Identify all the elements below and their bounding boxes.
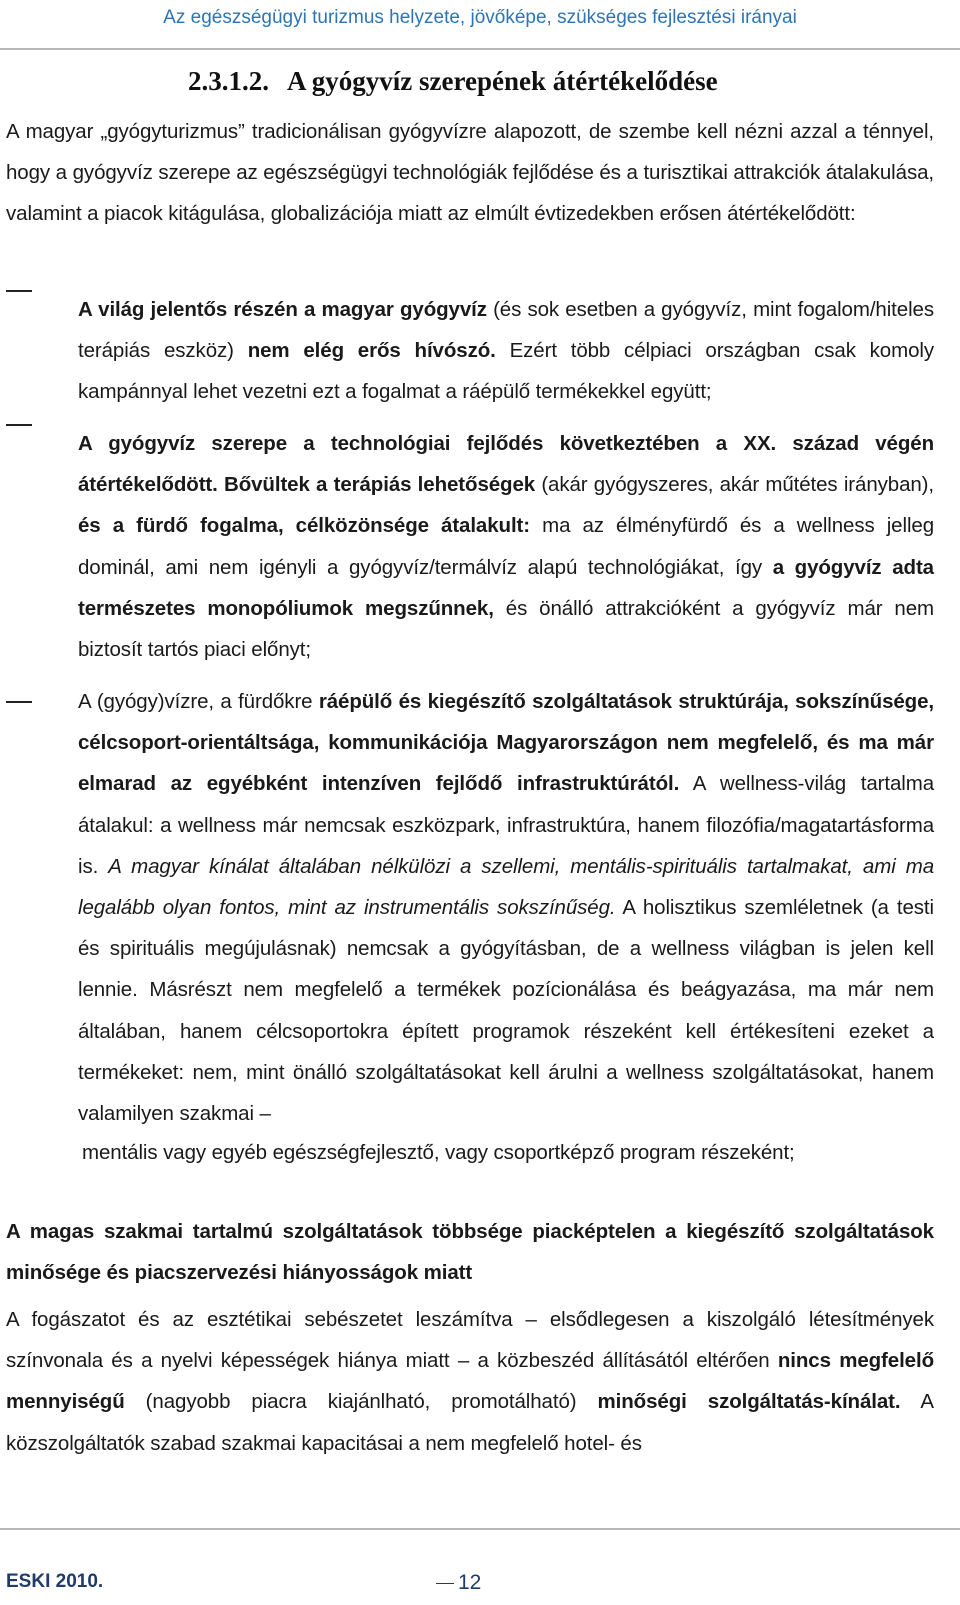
text-run: A (gyógy)vízre, a fürdőkre [78, 690, 319, 713]
page-number-dash [436, 1583, 454, 1585]
bold-text-run: és a fürdő fogalma, célközönsége átalakult: [78, 514, 531, 538]
intro-paragraph: A magyar „gyógyturizmus” tradicionálisan gyógyvízre alapozott, de szembe kell nézni azzal a ténnyel, hogy a gyógyvíz szerepe az egészségügyi technológiák fejlődése és a turisztikai attrakciók átalakulása, valamint a piacok kitágulása, globalizációja miatt az elmúlt évtizedekben erősen átértékelődött: [6, 120, 934, 226]
text-run: (és sok esetben a gyógyvíz, mint fogalom/hiteles terápiás eszköz) [78, 298, 934, 363]
subheading: A magas szakmai tartalmú szolgáltatások többsége piacképtelen a kiegészítő szolgáltatások minősége és piacszervezési hiányosságok miatt [6, 1220, 934, 1285]
text-run: (akár gyógyszeres, akár műtétes irányban), [535, 473, 934, 497]
text-run: A holisztikus szemléletnek (a testi és spirituális megújulásnak) nemcsak a gyógyításban, de a wellness világban is jelen kell lennie. Másrészt nem megfelelő a termékek pozícionálása és beágyazása, ma már nem általában, hanem célcsoportokra épített programok részeként kell értékesíteni ezeket a termékeket: nem, mint önálló szolgáltatásokat kell árulni a wellness szolgáltatásokat, hanem valamilyen szakmai – [78, 896, 934, 1126]
page-footer [0, 1528, 960, 1605]
italic-text-run: A magyar kínálat általában nélkülözi a szellemi, mentális-spirituális tartalmakat, ami ma legalább olyan fontos, mint az instrumentális sokszínűség. [78, 854, 934, 920]
running-header-title: Az egészségügyi turizmus helyzete, jövőképe, szükséges fejlesztési irányai [163, 7, 797, 28]
text-run: A wellness-világ tartalma átalakul: a wellness már nemcsak eszközpark, infrastruktúra, hanem filozófia/magatartásforma is. [78, 772, 934, 878]
bold-text-run: a gyógyvíz adta természetes monopóliumok megszűnnek, [78, 555, 934, 620]
text-run: és önálló attrakcióként a gyógyvíz már nem biztosít tartós piaci előnyt; [78, 596, 935, 662]
footer-rule [0, 1528, 960, 1530]
running-header [0, 0, 960, 50]
bold-text-run: A gyógyvíz szerepe a technológiai fejlődés következtében a XX. század végén átértékelődött. Bővültek a terápiás lehetőségek [78, 432, 934, 497]
footer-label: ESKI 2010. [6, 1571, 104, 1592]
section-title [188, 66, 718, 97]
dash-bullet-marker [6, 424, 32, 426]
text-run: A közszolgáltatók szabad szakmai kapacitásai a nem megfelelő hotel- és [6, 1390, 934, 1455]
bold-text-run: A világ jelentős részén a magyar gyógyvíz [78, 298, 487, 321]
section-heading: A gyógyvíz szerepének átértékelődése [287, 66, 718, 96]
bullet-item [78, 289, 934, 413]
bullet-item [78, 681, 934, 1134]
dash-bullet-marker [6, 701, 32, 703]
page-number-value: 12 [458, 1571, 482, 1594]
dash-bullet-marker [6, 290, 32, 292]
text-run: (nagyobb piacra kiajánlható, promotálható) [124, 1390, 598, 1414]
closing-paragraph [6, 1299, 934, 1464]
text-run: ma az élményfürdő és a wellness jelleg dominál, ami nem igényli a gyógyvíz/termálvíz alapú technológiákat, így [78, 514, 934, 579]
bullet-item [78, 423, 934, 670]
bold-text-run: nem elég erős hívószó. [247, 339, 496, 363]
text-run: Ezért több célpiaci országban csak komoly kampánnyal lehet vezetni ezt a fogalmat a ráépülő termékekkel együtt; [78, 339, 934, 404]
bold-text-run: nincs megfelelő mennyiségű [6, 1349, 934, 1414]
section-number: 2.3.1.2. [188, 66, 269, 96]
bold-text-run: ráépülő és kiegészítő szolgáltatások struktúrája, sokszínűsége, célcsoport-orientáltsága, kommunikációja Magyarországon nem megfelelő, és ma már elmarad az egyébként intenzíven fejlődő infrastruktúrától. [78, 690, 934, 796]
bold-text-run: minőségi szolgáltatás-kínálat. [597, 1390, 901, 1414]
page-number [436, 1571, 481, 1595]
text-run: A fogászatot és az esztétikai sebészetet leszámítva – elsődlegesen a kiszolgáló létesítmények színvonala és a nyelvi képességek hiánya miatt – a közbeszéd állításától eltérően [6, 1308, 934, 1373]
bullet-last-line: mentális vagy egyéb egészségfejlesztő, vagy csoportképző program részeként; [82, 1141, 795, 1164]
